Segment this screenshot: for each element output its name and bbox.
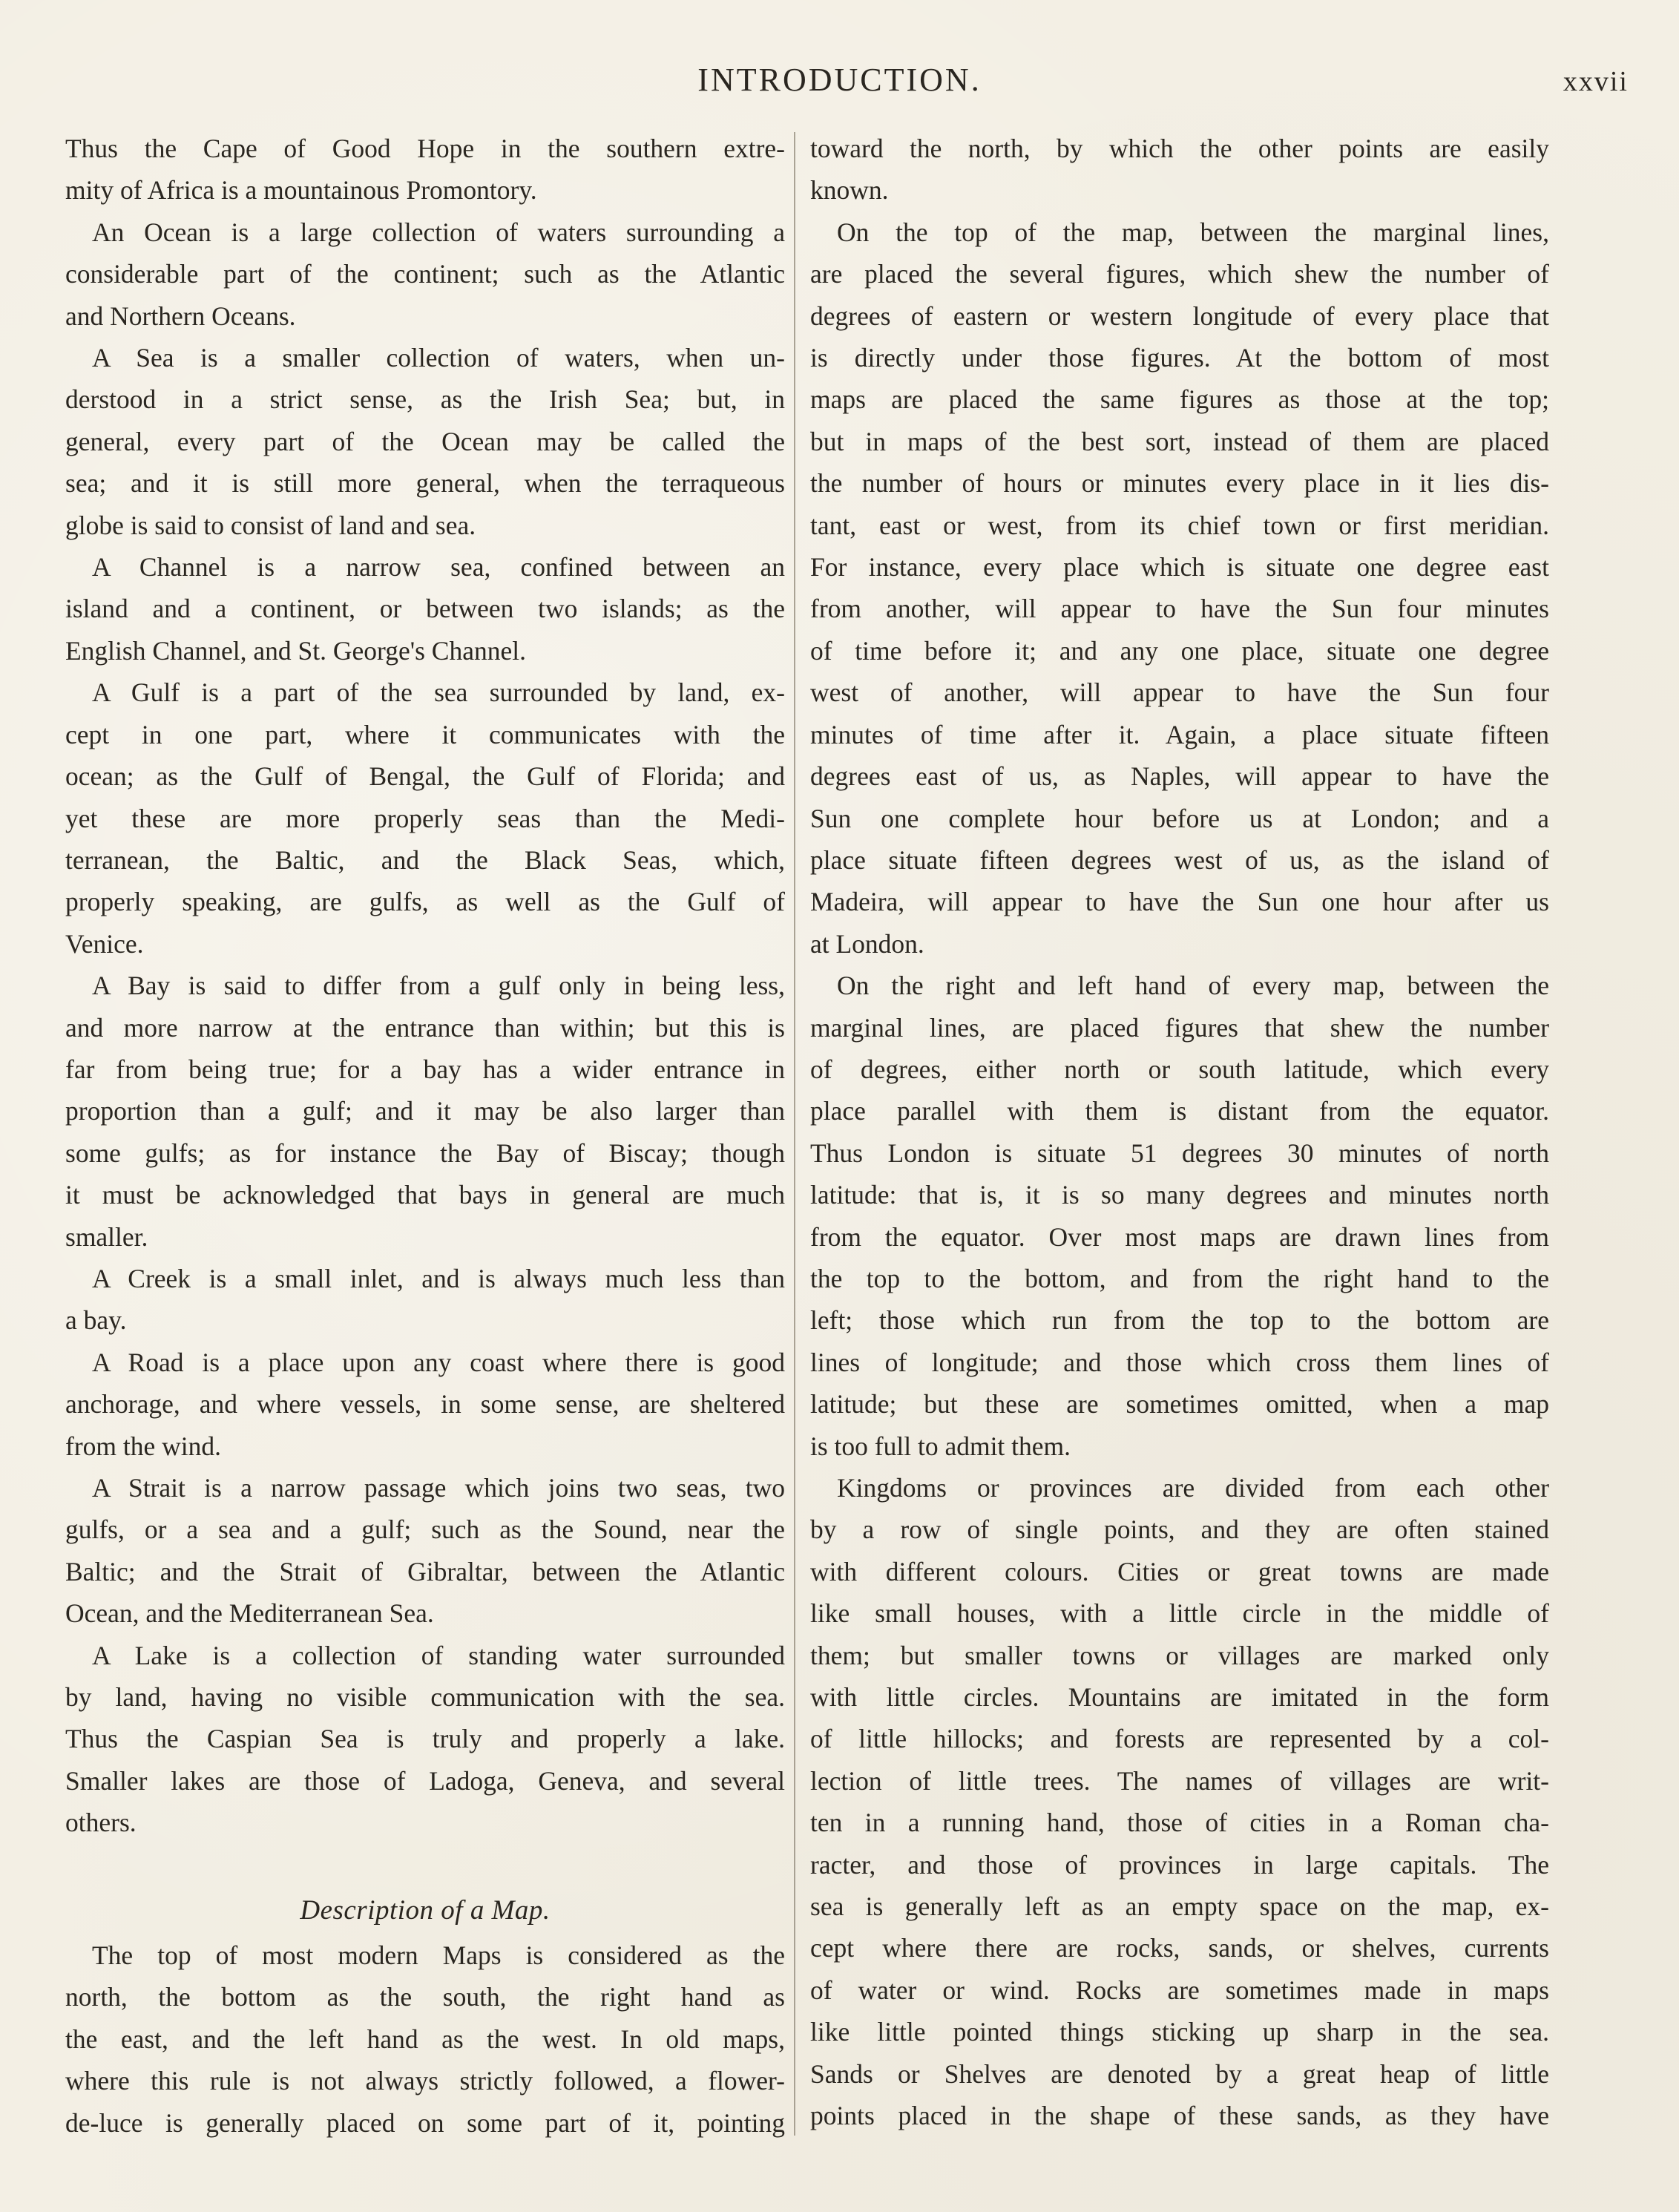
text-line: general, every part of the Ocean may be called the — [65, 426, 785, 456]
text-line: the number of hours or minutes every place in it lies dis- — [810, 468, 1549, 499]
paragraph — [810, 128, 1549, 211]
text-line: toward the north, by which the other points are easily — [810, 134, 1549, 163]
text-line: proportion than a gulf; and it may be also larger than — [65, 1096, 785, 1126]
text-line: with little circles. Mountains are imitated in the form — [810, 1682, 1549, 1713]
text-line: and Northern Oceans. — [65, 301, 296, 331]
text-line: like little pointed things sticking up sharp in the sea. — [810, 2017, 1549, 2047]
paragraph — [65, 1467, 785, 1635]
text-line: Sands or Shelves are denoted by a great heap of little — [810, 2058, 1549, 2089]
text-line: On the right and left hand of every map, between the — [837, 971, 1549, 1001]
text-line: of water or wind. Rocks are sometimes made in maps — [810, 1975, 1549, 2005]
text-line: cept where there are rocks, sands, or shelves, currents — [810, 1933, 1549, 1963]
paragraph — [65, 337, 785, 546]
text-line: and more narrow at the entrance than within; but this is — [65, 1012, 785, 1043]
text-line: of degrees, either north or south latitude, which every — [810, 1054, 1549, 1084]
text-line: at London. — [810, 928, 924, 959]
text-line: yet these are more properly seas than the Medi- — [65, 803, 785, 833]
text-line: some gulfs; as for instance the Bay of Biscay; though — [65, 1138, 785, 1168]
text-line: others. — [65, 1808, 137, 1838]
text-line: de-luce is generally placed on some part of it, pointing — [65, 2107, 785, 2138]
text-line: from the wind. — [65, 1431, 222, 1461]
text-line: points placed in the shape of these sands, as they have — [810, 2101, 1549, 2131]
paragraph — [65, 1342, 785, 1467]
text-line: cept in one part, where it communicates with the — [65, 719, 785, 749]
text-line: A Strait is a narrow passage which joins two seas, two — [92, 1473, 785, 1503]
text-line: of little hillocks; and forests are represented by a col- — [810, 1724, 1549, 1754]
text-line: derstood in a strict sense, as the Irish Sea; but, in — [65, 384, 785, 415]
text-line: by land, having no visible communication with the sea. — [65, 1682, 785, 1713]
text-line: racter, and those of provinces in large capitals. The — [810, 1849, 1549, 1880]
paragraph — [65, 672, 785, 965]
paragraph — [65, 211, 785, 337]
text-line: Kingdoms or provinces are divided from each other — [837, 1473, 1549, 1503]
text-line: terranean, the Baltic, and the Black Seas, which, — [65, 844, 785, 875]
text-line: For instance, every place which is situate one degree east — [810, 552, 1549, 582]
text-line: Thus the Cape of Good Hope in the southern extre- — [65, 134, 785, 163]
text-line: the east, and the left hand as the west. In old maps, — [65, 2024, 785, 2054]
left-column — [65, 128, 785, 2144]
text-line: globe is said to consist of land and sea. — [65, 510, 476, 540]
text-line: Baltic; and the Strait of Gibraltar, between the Atlantic — [65, 1556, 785, 1586]
text-line: is too full to admit them. — [810, 1431, 1071, 1461]
text-line: A Bay is said to differ from a gulf only in being less, — [92, 971, 785, 1001]
text-line: gulfs, or a sea and a gulf; such as the Sound, near the — [65, 1514, 785, 1545]
text-line: Ocean, and the Mediterranean Sea. — [65, 1598, 434, 1629]
text-line: Thus the Caspian Sea is truly and properly a lake. — [65, 1724, 785, 1754]
text-line: An Ocean is a large collection of waters surrounding a — [92, 217, 785, 247]
paragraph — [65, 1635, 785, 1844]
text-line: A Creek is a small inlet, and is always much less than — [92, 1263, 785, 1293]
text-line: far from being true; for a bay has a wider entrance in — [65, 1054, 785, 1084]
text-line: Smaller lakes are those of Ladoga, Geneva, and several — [65, 1765, 785, 1796]
text-line: of time before it; and any one place, situate one degree — [810, 635, 1549, 666]
text-line: from the equator. Over most maps are drawn lines from — [810, 1221, 1549, 1252]
text-line: lines of longitude; and those which cross them lines of — [810, 1347, 1549, 1377]
text-line: considerable part of the continent; such as the Atlantic — [65, 259, 785, 289]
paragraph — [810, 965, 1549, 1467]
text-line: latitude; but these are sometimes omitted, when a map — [810, 1389, 1549, 1420]
text-line: A Channel is a narrow sea, confined between an — [92, 552, 785, 582]
text-line: minutes of time after it. Again, a place situate fifteen — [810, 719, 1549, 749]
text-line: ocean; as the Gulf of Bengal, the Gulf of Florida; and — [65, 761, 785, 792]
text-line: The top of most modern Maps is considered as the — [92, 1940, 785, 1971]
paragraph — [810, 211, 1549, 965]
text-line: A Road is a place upon any coast where there is good — [92, 1347, 785, 1377]
right-column — [810, 128, 1549, 2137]
paragraph — [65, 1934, 785, 2144]
text-line: smaller. — [65, 1221, 148, 1252]
text-line: degrees of eastern or western longitude of every place that — [810, 301, 1549, 331]
text-line: A Lake is a collection of standing water surrounded — [92, 1640, 785, 1670]
text-line: west of another, will appear to have the Sun four — [810, 677, 1549, 708]
text-line: a bay. — [65, 1305, 127, 1336]
text-line: properly speaking, are gulfs, as well as the Gulf of — [65, 887, 785, 917]
page-number: xxvii — [1563, 66, 1629, 97]
running-header — [0, 61, 1679, 105]
text-line: left; those which run from the top to the bottom are — [810, 1305, 1549, 1336]
text-line: mity of Africa is a mountainous Promontory. — [65, 175, 537, 206]
text-line: tant, east or west, from its chief town or first meridian. — [810, 510, 1549, 540]
text-line: English Channel, and St. George's Channel. — [65, 635, 526, 666]
text-line: where this rule is not always strictly followed, a flower- — [65, 2066, 785, 2096]
text-line: are placed the several figures, which shew the number of — [810, 259, 1549, 289]
text-line: lection of little trees. The names of villages are writ- — [810, 1765, 1549, 1796]
text-line: place parallel with them is distant from the equator. — [810, 1096, 1549, 1126]
text-line: place situate fifteen degrees west of us, as the island of — [810, 844, 1549, 875]
text-line: A Gulf is a part of the sea surrounded by land, ex- — [92, 677, 785, 708]
text-line: sea; and it is still more general, when the terraqueous — [65, 468, 785, 499]
text-line: On the top of the map, between the marginal lines, — [837, 217, 1549, 247]
paragraph — [65, 965, 785, 1258]
text-line: latitude: that is, it is so many degrees and minutes north — [810, 1180, 1549, 1210]
text-line: Thus London is situate 51 degrees 30 minutes of north — [810, 1138, 1549, 1168]
text-line: degrees east of us, as Naples, will appear to have the — [810, 761, 1549, 792]
column-divider — [794, 132, 795, 2136]
text-line: it must be acknowledged that bays in general are much — [65, 1180, 785, 1210]
text-line: anchorage, and where vessels, in some sense, are sheltered — [65, 1389, 785, 1420]
text-line: Venice. — [65, 928, 144, 959]
text-line: is directly under those figures. At the bottom of most — [810, 343, 1549, 373]
text-line: north, the bottom as the south, the right hand as — [65, 1982, 785, 2012]
section-heading: Description of a Map. — [300, 1894, 551, 1926]
text-line: maps are placed the same figures as those at the top; — [810, 384, 1549, 415]
text-line: the top to the bottom, and from the right hand to the — [810, 1263, 1549, 1293]
text-line: Madeira, will appear to have the Sun one hour after us — [810, 887, 1549, 917]
running-title: INTRODUCTION. — [697, 62, 982, 98]
text-line: from another, will appear to have the Sun four minutes — [810, 594, 1549, 624]
paragraph — [65, 1258, 785, 1342]
text-line: known. — [810, 175, 889, 206]
text-line: island and a continent, or between two islands; as the — [65, 594, 785, 624]
text-line: like small houses, with a little circle in the middle of — [810, 1598, 1549, 1629]
text-line: but in maps of the best sort, instead of them are placed — [810, 426, 1549, 456]
text-line: ten in a running hand, those of cities in a Roman cha- — [810, 1808, 1549, 1838]
paragraph — [810, 1467, 1549, 2137]
text-line: sea is generally left as an empty space on the map, ex- — [810, 1891, 1549, 1922]
paragraph — [65, 546, 785, 672]
text-line: Sun one complete hour before us at London; and a — [810, 803, 1549, 833]
text-line: them; but smaller towns or villages are marked only — [810, 1640, 1549, 1670]
paragraph — [65, 128, 785, 211]
text-line: by a row of single points, and they are often stained — [810, 1514, 1549, 1545]
text-line: with different colours. Cities or great towns are made — [810, 1556, 1549, 1586]
text-line: marginal lines, are placed figures that shew the number — [810, 1012, 1549, 1043]
text-line: A Sea is a smaller collection of waters, when un- — [92, 343, 785, 373]
